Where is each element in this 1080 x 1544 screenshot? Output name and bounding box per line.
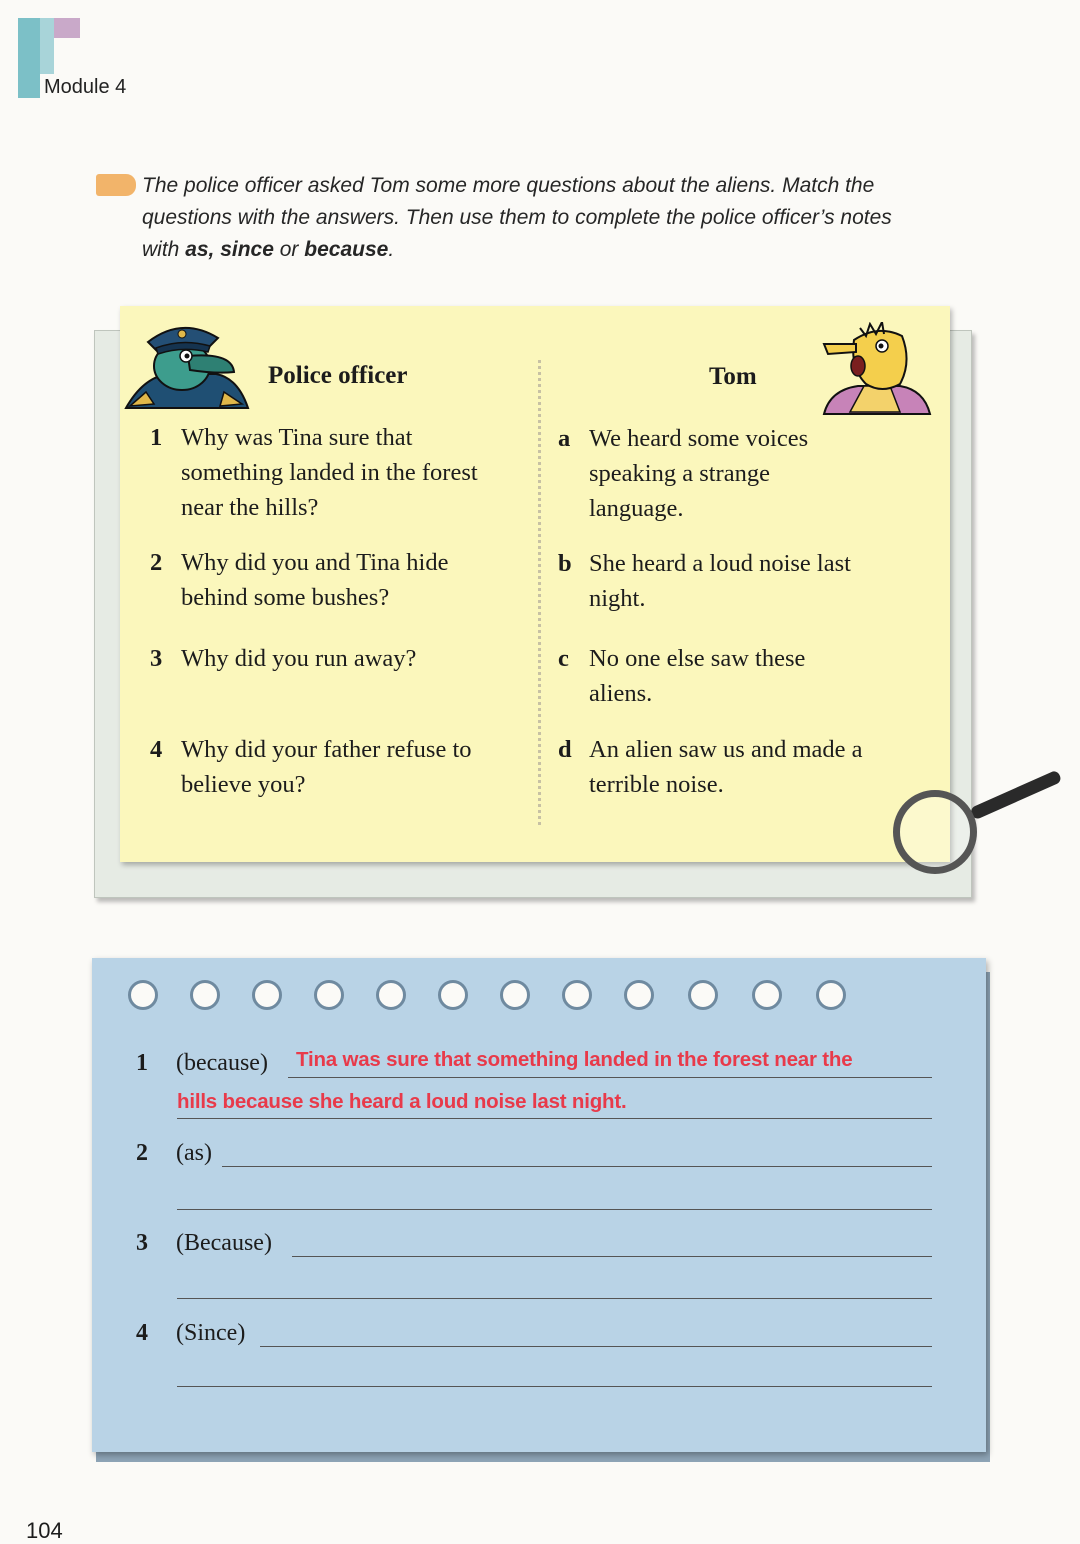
keyword-because: because	[304, 238, 389, 261]
note-number: 1	[136, 1050, 148, 1076]
magnifier-icon	[893, 790, 977, 874]
instructions-line: questions with the answers. Then use them to complete the police officer’s notes	[142, 206, 892, 229]
binder-hole	[624, 980, 654, 1010]
binder-hole	[752, 980, 782, 1010]
notes-page	[92, 958, 986, 1452]
note-number: 3	[136, 1230, 148, 1256]
question-2: Why did you and Tina hide behind some bushes?	[181, 549, 449, 611]
police-officer-illustration	[124, 312, 252, 414]
police-officer-heading: Police officer	[268, 362, 408, 389]
note-label: (because)	[176, 1050, 268, 1076]
instructions-line: The police officer asked Tom some more questions about the aliens. Match the	[142, 174, 875, 197]
binder-hole	[376, 980, 406, 1010]
question-number: 4	[150, 736, 163, 763]
tom-illustration	[820, 322, 934, 416]
answer-line[interactable]	[260, 1346, 932, 1347]
note-label: (Because)	[176, 1230, 272, 1256]
answer-line[interactable]	[177, 1118, 932, 1119]
note-label: (Since)	[176, 1320, 246, 1346]
question-3: Why did you run away?	[181, 645, 417, 672]
binder-hole	[438, 980, 468, 1010]
note-number: 2	[136, 1140, 148, 1166]
instructions	[142, 170, 982, 266]
question-1: Why was Tina sure that something landed in the forest near the hills?	[181, 424, 478, 521]
binder-hole	[688, 980, 718, 1010]
question-4: Why did your father refuse to believe you?	[181, 736, 472, 798]
binder-hole	[252, 980, 282, 1010]
binder-hole	[562, 980, 592, 1010]
answer-line[interactable]	[177, 1209, 932, 1210]
answer-letter: b	[558, 550, 572, 577]
corner-decoration	[40, 18, 54, 74]
tom-heading: Tom	[709, 363, 757, 390]
question-number: 1	[150, 424, 163, 451]
column-divider	[538, 360, 541, 825]
keyword-since: since	[220, 238, 274, 261]
note-number: 4	[136, 1320, 148, 1346]
note-label: (as)	[176, 1140, 212, 1166]
answer-c: No one else saw these aliens.	[589, 645, 806, 707]
binder-hole	[128, 980, 158, 1010]
answer-line[interactable]	[177, 1386, 932, 1387]
answer-line[interactable]	[292, 1256, 932, 1257]
instructions-line: with as, since or because.	[142, 238, 395, 261]
binder-hole	[816, 980, 846, 1010]
answer-letter: a	[558, 425, 571, 452]
binder-hole	[190, 980, 220, 1010]
keyword-as: as	[185, 238, 209, 261]
binder-hole	[500, 980, 530, 1010]
answer-letter: d	[558, 736, 572, 763]
handwritten-answer-line: hills because she heard a loud noise last night.	[177, 1090, 627, 1113]
answer-a: We heard some voices speaking a strange language.	[589, 425, 809, 522]
answer-line[interactable]	[222, 1166, 932, 1167]
question-number: 2	[150, 549, 163, 576]
binder-hole	[314, 980, 344, 1010]
answer-line[interactable]	[177, 1298, 932, 1299]
module-label: Module 4	[44, 76, 127, 98]
page-number: 104	[26, 1518, 63, 1543]
answer-b: She heard a loud noise last night.	[589, 550, 851, 612]
corner-decoration	[18, 18, 40, 98]
handwritten-answer-line: Tina was sure that something landed in the forest near the	[296, 1048, 853, 1071]
answer-line[interactable]	[288, 1077, 932, 1078]
magnifier-handle	[969, 770, 1062, 821]
instruction-marker	[96, 174, 136, 196]
answer-letter: c	[558, 645, 569, 672]
answer-d: An alien saw us and made a terrible noise.	[589, 736, 863, 798]
question-number: 3	[150, 645, 163, 672]
